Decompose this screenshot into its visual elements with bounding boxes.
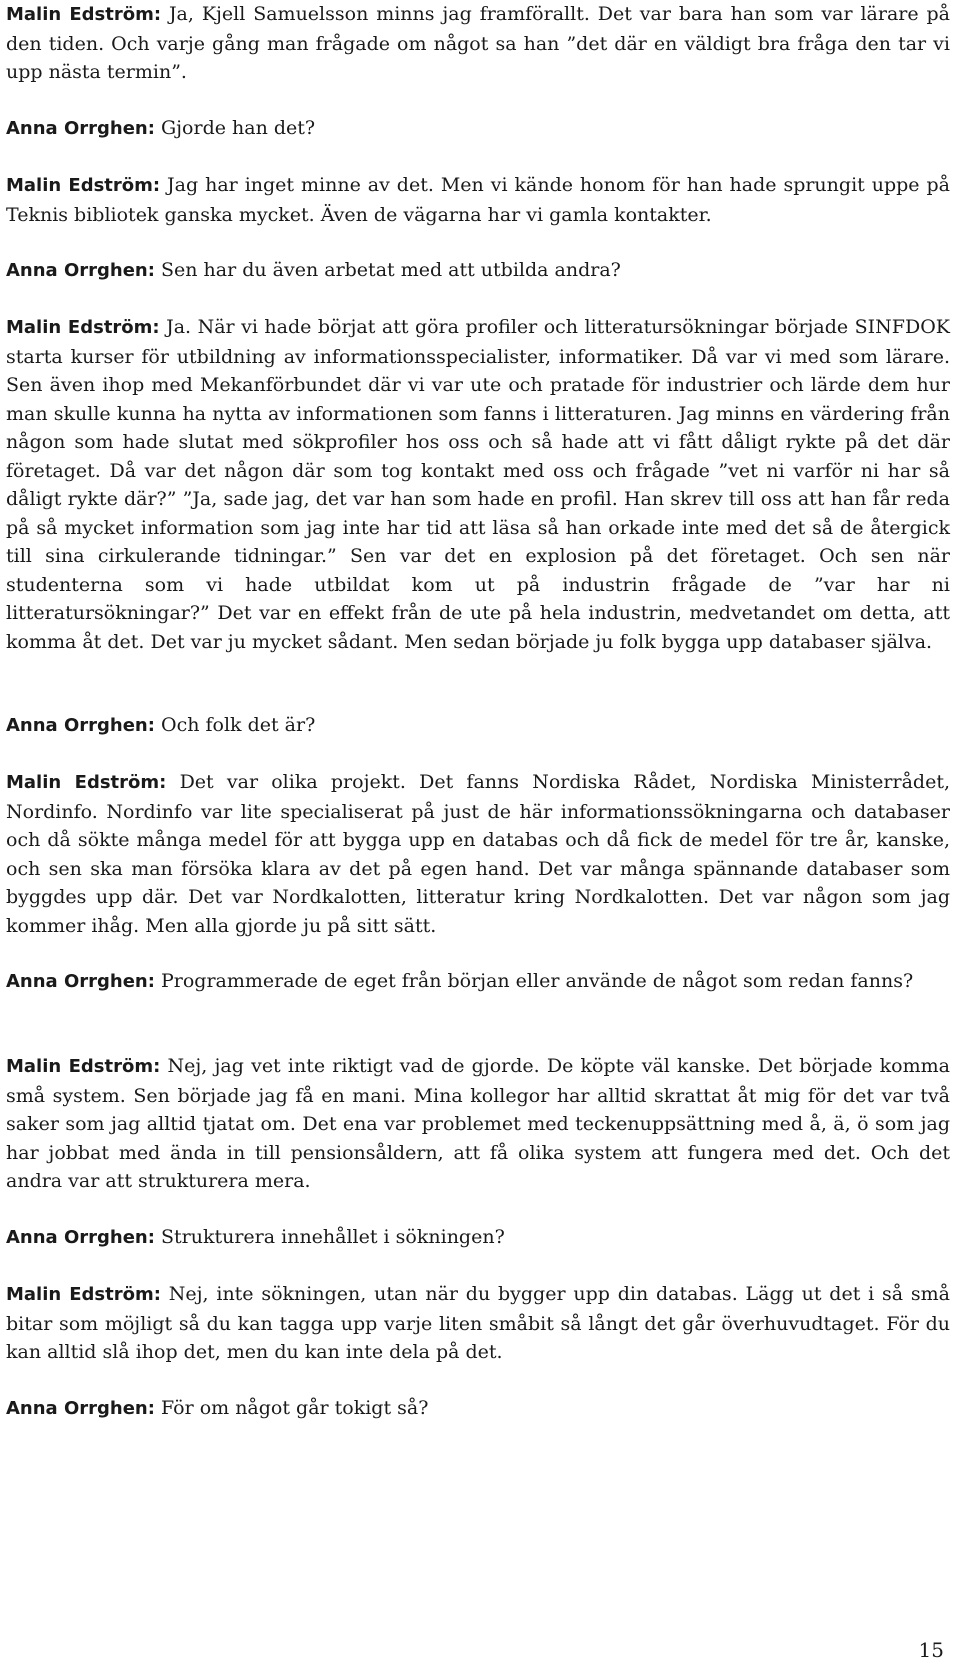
paragraph-9: [6, 1052, 950, 1196]
speaker-name: Malin Edström:: [6, 175, 161, 196]
speaker-name: Malin Edström:: [6, 1056, 161, 1077]
paragraph-text: Nej, jag vet inte riktigt vad de gjorde. De köpte väl kanske. Det började komma små system. Sen började jag få en mani. Mina kollegor har alltid skrattat åt mig för det var två saker som jag alltid tjatat om. Det ena var problemet med teckenuppsättning med å, ä, ö som jag har jobbat med ända in till pensionsåldern, att få olika system att fungera med det. Och det andra var att strukturera mera.: [6, 1055, 950, 1192]
paragraph-11: [6, 1280, 950, 1367]
paragraph-text: Ja, Kjell Samuelsson minns jag framförallt. Det var bara han som var lärare på den tiden. Och varje gång man frågade om något sa han ”det där en väldigt bra fråga den tar vi upp nästa termin”.: [6, 3, 950, 83]
speaker-name: Malin Edström:: [6, 4, 162, 25]
paragraph-10: [6, 1223, 950, 1253]
paragraph-6: [6, 711, 950, 741]
paragraph-3: [6, 171, 950, 229]
paragraph-text: Sen har du även arbetat med att utbilda andra?: [154, 259, 621, 281]
paragraph-text: Ja. När vi hade börjat att göra profiler och litteratursökningar började SINFDOK starta kurser för utbildning av informationsspecialister, informatiker. Då var vi med som lärare. Sen även ihop med Mekanförbundet där vi var ute och pratade för industrier och lärde dem hur man skulle kunna ha nytta av informationen som fanns i litteraturen. Jag minns en värdering från någon som hade slutat med sökprofiler hos oss och så hade att vi fått dåligt rykte på det där företaget. Då var det någon där som tog kontakt med oss och frågade ”vet ni varför ni har så dåligt rykte där?” ”Ja, sade jag, det var han som hade en profil. Han skrev till oss att han får reda på så mycket information som jag inte har tid att läsa så han orkade inte med det så de återgick till sina cirkulerande tidningar.” Sen var det en explosion på det företaget. Och sen när studenterna som vi hade utbildat kom ut på industrin frågade de ”var har ni litteratursökningar?” Det var en effekt från de ute på hela industrin, medvetandet om detta, att komma åt det. Det var ju mycket sådant. Men sedan började ju folk bygga upp databaser själva.: [6, 316, 950, 653]
paragraph-text: Programmerade de eget från början eller använde de något som redan fanns?: [154, 970, 914, 992]
paragraph-7: [6, 768, 950, 940]
page-number: 15: [918, 1638, 944, 1662]
paragraph-text: Nej, inte sökningen, utan när du bygger upp din databas. Lägg ut det i så små bitar som möjligt så du kan tagga upp varje liten småbit så långt det går överhuvudtaget. För du kan alltid slå ihop det, men du kan inte dela på det.: [6, 1283, 950, 1363]
speaker-name: Anna Orrghen:: [6, 715, 155, 736]
speaker-name: Anna Orrghen:: [6, 1227, 155, 1248]
paragraph-text: Strukturera innehållet i sökningen?: [154, 1226, 505, 1248]
document-page: [6, 0, 950, 1678]
paragraph-text: För om något går tokigt så?: [154, 1397, 429, 1419]
speaker-name: Malin Edström:: [6, 317, 160, 338]
paragraph-5: [6, 313, 950, 656]
paragraph-text: Gjorde han det?: [154, 117, 316, 139]
paragraph-4: [6, 256, 950, 286]
paragraph-8: [6, 967, 950, 997]
paragraph-text: Och folk det är?: [154, 714, 316, 736]
speaker-name: Anna Orrghen:: [6, 971, 155, 992]
paragraph-text: Det var olika projekt. Det fanns Nordiska Rådet, Nordiska Ministerrådet, Nordinfo. Nordinfo var lite specialiserat på just de här informationssökningarna och databaser och då sökte många medel för att bygga upp en databas och då fick de medel för tre år, kanske, och sen ska man försöka klara av det på egen hand. Det var många spännande databaser som byggdes upp där. Det var Nordkalotten, litteratur kring Nordkalotten. Det var någon som jag kommer ihåg. Men alla gjorde ju på sitt sätt.: [6, 771, 950, 937]
paragraph-text: Jag har inget minne av det. Men vi kände honom för han hade sprungit uppe på Teknis bibliotek ganska mycket. Även de vägarna har vi gamla kontakter.: [6, 174, 950, 226]
paragraph-1: [6, 0, 950, 87]
speaker-name: Anna Orrghen:: [6, 260, 155, 281]
paragraph-2: [6, 114, 950, 144]
speaker-name: Anna Orrghen:: [6, 118, 155, 139]
speaker-name: Anna Orrghen:: [6, 1398, 155, 1419]
speaker-name: Malin Edström:: [6, 1284, 161, 1305]
paragraph-12: [6, 1394, 950, 1424]
speaker-name: Malin Edström:: [6, 772, 167, 793]
